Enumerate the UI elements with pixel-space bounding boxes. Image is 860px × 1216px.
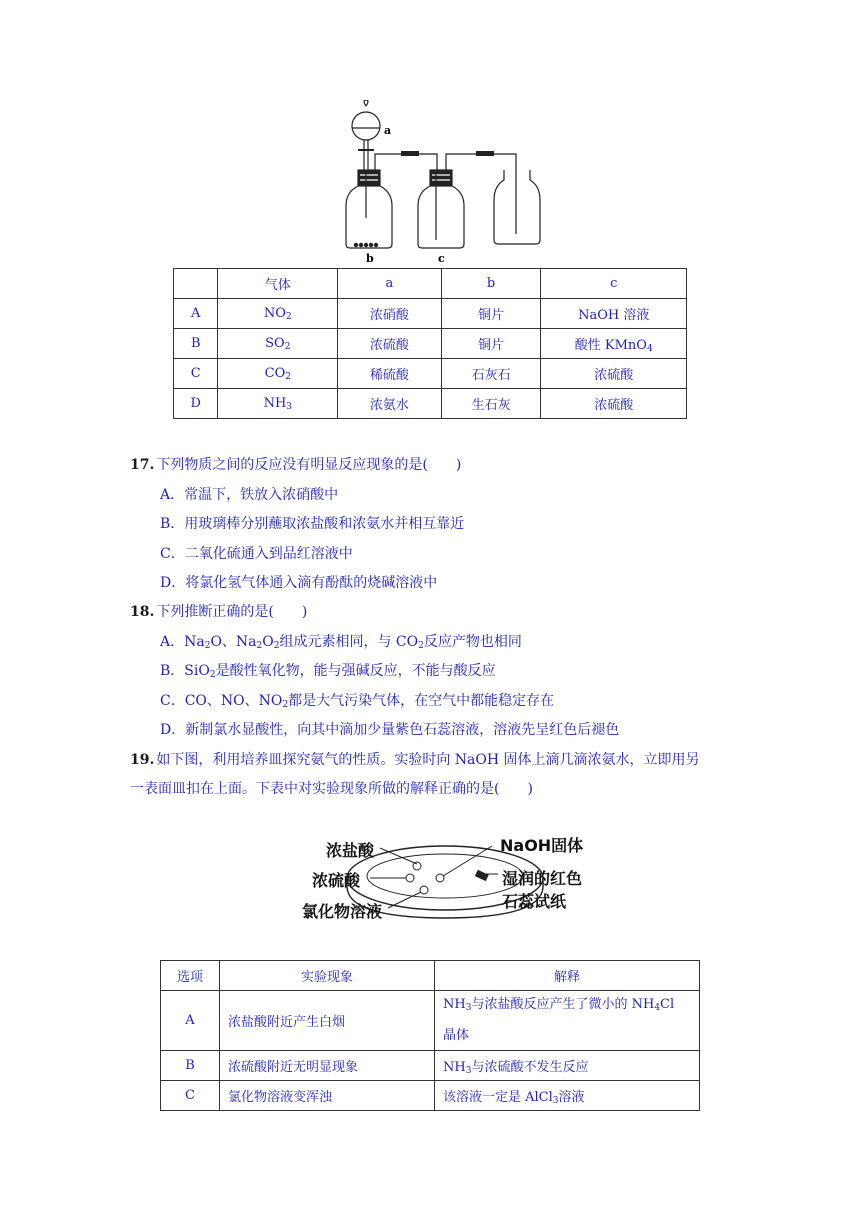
- table-row: [174, 299, 687, 329]
- h2so4-drop: [406, 874, 414, 882]
- option-cell: A: [161, 991, 220, 1051]
- gas-cell: $SO_2$: [218, 329, 338, 359]
- reagent-a-cell: 浓硫酸: [338, 329, 442, 359]
- litmus-paper: [475, 870, 489, 881]
- question-number: 18.: [130, 604, 155, 620]
- label-chloride: 氯化物溶液: [302, 902, 383, 921]
- header-cell: b: [441, 269, 541, 299]
- table-row: [174, 389, 687, 419]
- explanation-cell: $NH_3$与浓硫酸不发生反应: [435, 1051, 700, 1081]
- option-cell: B: [174, 329, 218, 359]
- option-cell: B: [161, 1051, 220, 1081]
- experiment-explanation-table: [160, 960, 700, 1111]
- question-18-option-b: B．SiO$_2$是酸性氧化物，能与强碱反应，不能与酸反应: [160, 663, 496, 680]
- reagent-b-cell: 铜片: [441, 299, 541, 329]
- label-c: c: [438, 252, 445, 265]
- question-number: 17.: [130, 457, 155, 473]
- question-19-stem-line2: 一表面皿扣在上面。下表中对实验现象所做的解释正确的是( ): [130, 781, 533, 797]
- reagent-a-cell: 稀硫酸: [338, 359, 442, 389]
- naoh-solid: [436, 874, 444, 882]
- reagent-a-cell: 浓氨水: [338, 389, 442, 419]
- question-19-stem-line1: 19. 如下图，利用培养皿探究氨气的性质。实验时向 NaOH 固体上滴几滴浓氨水，立即用另: [130, 752, 700, 768]
- reagent-c-cell: 酸性 KMnO$_4$: [541, 329, 687, 359]
- label-hcl: 浓盐酸: [326, 841, 375, 860]
- flask-c: [418, 154, 476, 248]
- reagent-a-cell: 浓硝酸: [338, 299, 442, 329]
- question-17-stem: 17. 下列物质之间的反应没有明显反应现象的是( ): [130, 457, 462, 473]
- label-h2so4: 浓硫酸: [312, 871, 361, 890]
- option-cell: A: [174, 299, 218, 329]
- gas-preparation-table: [173, 268, 687, 419]
- rubber-tube-2: [476, 151, 494, 156]
- header-cell: [174, 269, 218, 299]
- reagent-b-cell: 生石灰: [441, 389, 541, 419]
- table-row: [174, 359, 687, 389]
- reagent-c-cell: 浓硫酸: [541, 359, 687, 389]
- header-cell: 解释: [435, 961, 700, 991]
- gas-apparatus-diagram: [330, 100, 550, 268]
- table-row: [161, 991, 700, 1051]
- question-17-option-c: C．二氧化硫通入到品红溶液中: [160, 546, 353, 562]
- option-cell: C: [161, 1081, 220, 1111]
- table-row: [161, 1051, 700, 1081]
- table-row: [174, 329, 687, 359]
- table-header-row: [174, 269, 687, 299]
- rubber-tube-1: [401, 151, 419, 156]
- reagent-c-cell: NaOH 溶液: [541, 299, 687, 329]
- label-naoh: NaOH固体: [500, 836, 584, 855]
- flask-b: [346, 154, 401, 248]
- question-17-option-d: D．将氯化氢气体通入滴有酚酞的烧碱溶液中: [160, 575, 438, 591]
- question-18-stem: 18. 下列推断正确的是( ): [130, 604, 308, 620]
- chloride-drop: [420, 886, 428, 894]
- reagent-b-cell: 铜片: [441, 329, 541, 359]
- table-row: [161, 1081, 700, 1111]
- explanation-cell: $NH_3$与浓盐酸反应产生了微小的 $NH_4Cl$ 晶体: [435, 991, 700, 1051]
- label-litmus-line1: 湿润的红色: [502, 869, 583, 888]
- gas-cell: $NO_2$: [218, 299, 338, 329]
- flask-absorber: [494, 170, 540, 244]
- label-a: a: [384, 124, 392, 137]
- table-header-row: [161, 961, 700, 991]
- reagent-b-cell: 石灰石: [441, 359, 541, 389]
- question-18-option-d: D．新制氯水显酸性，向其中滴加少量紫色石蕊溶液，溶液先呈红色后褪色: [160, 722, 620, 738]
- header-cell: 选项: [161, 961, 220, 991]
- label-litmus-line2: 石蕊试纸: [502, 892, 567, 911]
- header-cell: a: [338, 269, 442, 299]
- phenomenon-cell: 氯化物溶液变浑浊: [220, 1081, 435, 1111]
- question-18-option-a: A．$Na_2O$、$Na_2O_2$组成元素相同，与 $CO_2$反应产物也相同: [160, 634, 522, 651]
- label-b: b: [366, 252, 374, 265]
- reagent-c-cell: 浓硫酸: [541, 389, 687, 419]
- header-cell: c: [541, 269, 687, 299]
- option-cell: D: [174, 389, 218, 419]
- question-18-option-c: C．CO、NO、$NO_2$都是大气污染气体，在空气中都能稳定存在: [160, 693, 555, 710]
- question-number: 19.: [130, 752, 155, 768]
- question-17-option-b: B．用玻璃棒分别蘸取浓盐酸和浓氨水并相互靠近: [160, 516, 465, 532]
- gas-cell: $CO_2$: [218, 359, 338, 389]
- header-cell: 实验现象: [220, 961, 435, 991]
- phenomenon-cell: 浓盐酸附近产生白烟: [220, 991, 435, 1051]
- question-17-option-a: A．常温下，铁放入浓硝酸中: [160, 487, 339, 503]
- option-cell: C: [174, 359, 218, 389]
- header-cell: 气体: [218, 269, 338, 299]
- gas-cell: $NH_3$: [218, 389, 338, 419]
- separatory-funnel: [352, 100, 380, 170]
- phenomenon-cell: 浓硫酸附近无明显现象: [220, 1051, 435, 1081]
- explanation-cell: 该溶液一定是 AlCl$_3$溶液: [435, 1081, 700, 1111]
